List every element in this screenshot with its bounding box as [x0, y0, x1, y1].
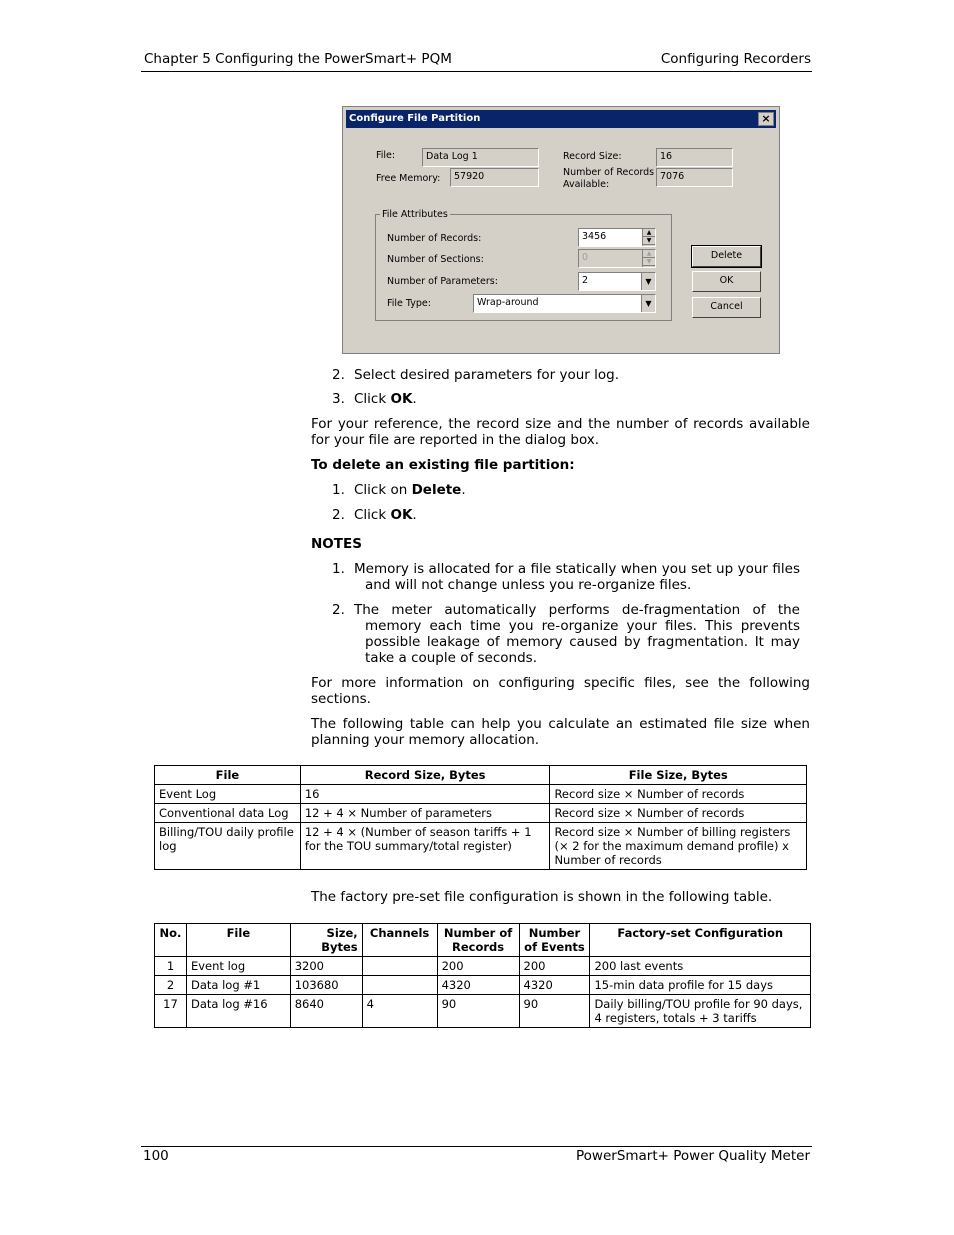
table-cell: 16	[300, 785, 550, 804]
table-cell: 200	[519, 957, 590, 976]
spin-up-icon[interactable]: ▲	[643, 250, 655, 258]
delete-step-1-text	[354, 482, 466, 498]
note-1-line-1: Memory is allocated for a file statically when you set up your files	[354, 561, 800, 577]
table-header-cell: Number of Records	[437, 924, 519, 957]
table-row	[155, 995, 811, 1028]
table-row	[155, 976, 811, 995]
file-label: File:	[376, 150, 396, 161]
num-records-value: 3456	[582, 231, 607, 242]
num-sections-label: Number of Sections:	[387, 254, 484, 265]
dialog-title: Configure File Partition	[349, 113, 481, 124]
records-available-label-1: Number of Records	[563, 167, 655, 178]
factory-config-intro: The factory pre-set file configuration is shown in the following table.	[311, 889, 773, 905]
more-info-line-2: sections.	[311, 691, 371, 707]
table-cell: 90	[519, 995, 590, 1028]
table-cell: Data log #1	[186, 976, 290, 995]
table-header-row	[155, 766, 807, 785]
step-3-number: 3.	[332, 391, 345, 407]
num-params-label: Number of Parameters:	[387, 276, 498, 287]
file-size-table	[154, 765, 807, 870]
table-cell: 17	[155, 995, 187, 1028]
delete-step-2-post: .	[412, 507, 417, 523]
step-3-pre: Click	[354, 391, 391, 407]
file-attributes-title: File Attributes	[382, 209, 448, 220]
note-1-line-2: and will not change unless you re-organize files.	[365, 577, 692, 593]
table-cell: Daily billing/TOU profile for 90 days, 4 registers, totals + 3 tariffs	[590, 995, 811, 1028]
dialog-title-bar	[346, 110, 776, 128]
num-sections-spinner[interactable]	[642, 250, 655, 267]
note-2-line-1: The meter automatically performs de-fragmentation of the	[354, 602, 800, 618]
file-type-label: File Type:	[387, 298, 431, 309]
header-section: Configuring Recorders	[660, 51, 811, 67]
num-records-label: Number of Records:	[387, 233, 482, 244]
ok-button[interactable]: OK	[692, 271, 761, 292]
table-cell: Record size × Number of records	[550, 804, 807, 823]
page-number: 100	[143, 1148, 169, 1164]
note-1-number: 1.	[332, 561, 345, 577]
table-cell: Conventional data Log	[155, 804, 301, 823]
chevron-down-icon[interactable]: ▼	[641, 273, 655, 290]
table-cell: 15-min data profile for 15 days	[590, 976, 811, 995]
table-header-cell: No.	[155, 924, 187, 957]
note-2-line-4: take a couple of seconds.	[365, 650, 537, 666]
factory-config-table	[154, 923, 811, 1028]
table-cell: 8640	[290, 995, 362, 1028]
delete-step-2-number: 2.	[332, 507, 345, 523]
cancel-button[interactable]: Cancel	[692, 297, 761, 318]
records-available-label-2: Available:	[563, 179, 610, 190]
spin-down-icon[interactable]: ▼	[643, 237, 655, 245]
table-header-cell: Number of Events	[519, 924, 590, 957]
table-cell: Record size × Number of billing registers (× 2 for the maximum demand profile) x Number of records	[550, 823, 807, 870]
table-cell: 4320	[437, 976, 519, 995]
delete-step-1-pre: Click on	[354, 482, 412, 498]
table-header-row	[155, 924, 811, 957]
records-available-field[interactable]: 7076	[656, 168, 733, 187]
table-cell: 3200	[290, 957, 362, 976]
record-size-label: Record Size:	[563, 151, 622, 162]
table-cell: 90	[437, 995, 519, 1028]
notes-heading: NOTES	[311, 536, 362, 552]
table-row	[155, 785, 807, 804]
note-2-line-2: memory each time you re-organize your files. This prevents	[365, 618, 800, 634]
note-2-line-3: possible leakage of memory caused by fragmentation. It may	[365, 634, 800, 650]
close-icon[interactable]: ×	[758, 112, 774, 126]
table-cell: Billing/TOU daily profile log	[155, 823, 301, 870]
table-cell: 200 last events	[590, 957, 811, 976]
table-intro-line-1: The following table can help you calculate an estimated file size when	[311, 716, 810, 732]
table-cell: Data log #16	[186, 995, 290, 1028]
num-params-select[interactable]	[578, 272, 656, 291]
header-rule	[141, 71, 812, 72]
delete-heading: To delete an existing file partition:	[311, 457, 575, 473]
table-header-cell: File	[186, 924, 290, 957]
reference-paragraph-line-1: For your reference, the record size and the number of records available	[311, 416, 810, 432]
step-3-post: .	[412, 391, 417, 407]
delete-button[interactable]: Delete	[692, 246, 761, 267]
table-cell	[362, 957, 437, 976]
table-header-cell: File	[155, 766, 301, 785]
delete-step-1-number: 1.	[332, 482, 345, 498]
num-records-input[interactable]	[578, 228, 656, 247]
file-field[interactable]: Data Log 1	[422, 148, 539, 167]
step-3-text	[354, 391, 417, 407]
more-info-line-1: For more information on configuring specific files, see the following	[311, 675, 810, 691]
table-intro-line-2: planning your memory allocation.	[311, 732, 540, 748]
table-row	[155, 957, 811, 976]
table-cell: Record size × Number of records	[550, 785, 807, 804]
header-chapter: Chapter 5 Configuring the PowerSmart+ PQM	[144, 51, 452, 67]
table-cell: 4320	[519, 976, 590, 995]
num-records-spinner[interactable]	[642, 229, 655, 246]
configure-file-partition-dialog	[342, 106, 780, 354]
table-cell: 4	[362, 995, 437, 1028]
delete-step-1-bold: Delete	[411, 482, 462, 498]
table-cell: 200	[437, 957, 519, 976]
table-header-cell: Factory-set Configuration	[590, 924, 811, 957]
table-cell: 103680	[290, 976, 362, 995]
table-cell: 1	[155, 957, 187, 976]
step-2-number: 2.	[332, 367, 345, 383]
footer-title: PowerSmart+ Power Quality Meter	[576, 1148, 810, 1164]
table-cell	[362, 976, 437, 995]
reference-paragraph-line-2: for your file are reported in the dialog box.	[311, 432, 600, 448]
table-row	[155, 804, 807, 823]
free-memory-field[interactable]: 57920	[450, 168, 539, 187]
table-cell: 12 + 4 × (Number of season tariffs + 1 for the TOU summary/total register)	[300, 823, 550, 870]
chevron-down-icon[interactable]: ▼	[641, 295, 655, 312]
delete-step-2-bold: OK	[390, 507, 413, 523]
table-cell: Event log	[186, 957, 290, 976]
spin-up-icon[interactable]: ▲	[643, 229, 655, 237]
file-type-select[interactable]	[473, 294, 656, 313]
note-2-number: 2.	[332, 602, 345, 618]
num-sections-value: 0	[582, 252, 589, 263]
record-size-field[interactable]: 16	[656, 148, 733, 167]
table-header-cell: Channels	[362, 924, 437, 957]
table-cell: Event Log	[155, 785, 301, 804]
step-2-text: Select desired parameters for your log.	[354, 367, 619, 383]
table-cell: 2	[155, 976, 187, 995]
table-header-cell: File Size, Bytes	[550, 766, 807, 785]
table-header-cell: Size, Bytes	[290, 924, 362, 957]
table-cell: 12 + 4 × Number of parameters	[300, 804, 550, 823]
footer-rule	[141, 1146, 812, 1147]
num-sections-input[interactable]	[578, 249, 656, 268]
table-row	[155, 823, 807, 870]
delete-step-2-text	[354, 507, 417, 523]
table-header-cell: Record Size, Bytes	[300, 766, 550, 785]
num-params-value: 2	[582, 275, 589, 286]
delete-step-2-pre: Click	[354, 507, 391, 523]
free-memory-label: Free Memory:	[376, 173, 441, 184]
spin-down-icon[interactable]: ▼	[643, 258, 655, 266]
delete-step-1-post: .	[461, 482, 466, 498]
file-type-value: Wrap-around	[477, 297, 539, 308]
step-3-bold: OK	[390, 391, 413, 407]
